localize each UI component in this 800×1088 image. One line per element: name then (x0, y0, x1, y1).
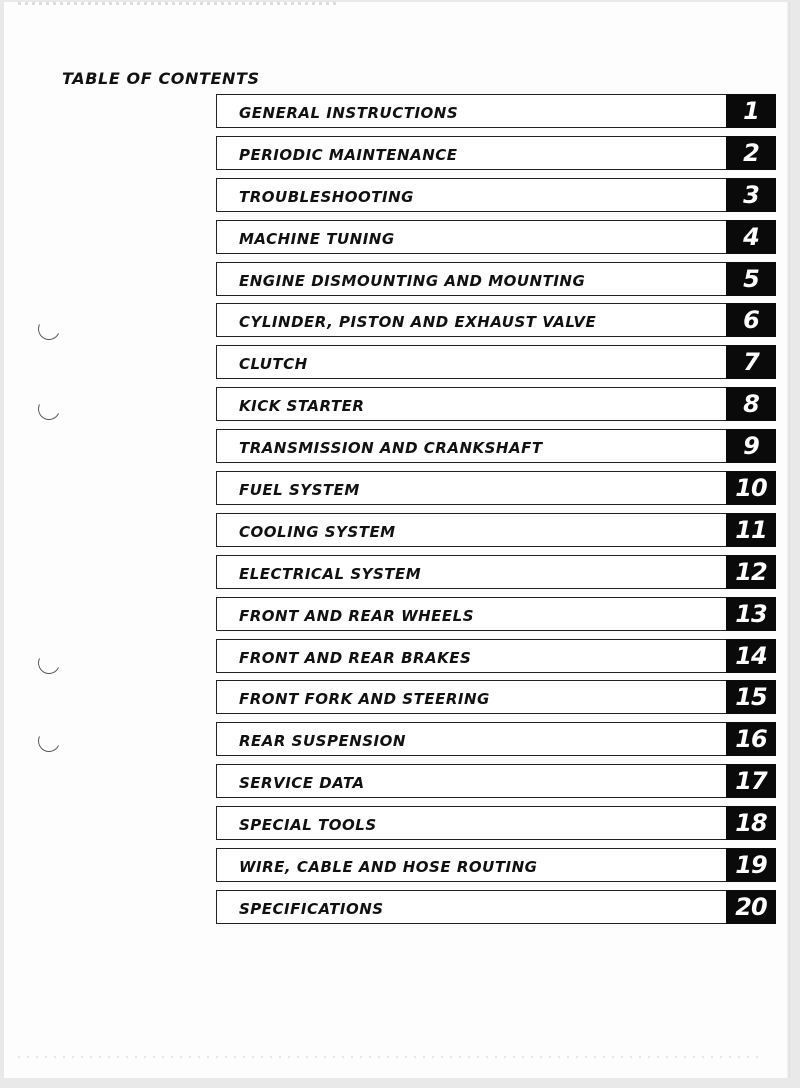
section-number-tab: 15 (726, 680, 776, 714)
binder-hole-icon (35, 315, 63, 343)
toc-entry-label: WIRE, CABLE AND HOSE ROUTING (239, 858, 538, 877)
toc-entry-label: MACHINE TUNING (239, 229, 395, 248)
toc-entry-label: FRONT FORK AND STEERING (239, 690, 490, 709)
section-number-tab: 13 (726, 597, 776, 631)
section-number-tab: 8 (726, 387, 776, 421)
toc-entry[interactable] (216, 220, 776, 254)
toc-entry[interactable] (216, 639, 776, 673)
section-number-tab: 4 (726, 220, 776, 254)
toc-entry[interactable] (216, 513, 776, 547)
section-number-tab: 20 (726, 890, 776, 924)
toc-entry-label: ELECTRICAL SYSTEM (239, 564, 422, 583)
section-number-tab: 5 (726, 262, 776, 296)
toc-entry-label: GENERAL INSTRUCTIONS (239, 104, 459, 122)
toc-entry-label: FUEL SYSTEM (239, 481, 360, 500)
toc-entry[interactable] (216, 597, 776, 631)
scan-edge-top (18, 2, 338, 5)
toc-entry-label: FRONT AND REAR BRAKES (239, 648, 472, 667)
section-number-tab: 19 (726, 848, 776, 882)
binder-hole-icon (35, 395, 63, 423)
toc-entry-label: TRANSMISSION AND CRANKSHAFT (239, 439, 543, 458)
section-number-tab: 10 (726, 471, 776, 505)
toc-entry[interactable] (216, 764, 776, 798)
toc-entry[interactable] (216, 848, 776, 882)
binder-hole-icon (35, 649, 63, 677)
toc-entry[interactable] (216, 303, 776, 337)
toc-entry-label: COOLING SYSTEM (239, 522, 396, 541)
section-number-tab: 7 (726, 345, 776, 379)
section-number-tab: 11 (726, 513, 776, 547)
toc-entry-label: ENGINE DISMOUNTING AND MOUNTING (239, 271, 586, 290)
scan-edge-bottom (18, 1056, 758, 1058)
toc-list (216, 94, 776, 932)
toc-entry[interactable] (216, 471, 776, 505)
toc-entry-label: CYLINDER, PISTON AND EXHAUST VALVE (239, 313, 597, 332)
toc-entry-label: REAR SUSPENSION (239, 732, 406, 751)
toc-entry[interactable] (216, 387, 776, 421)
document-page (4, 2, 790, 1078)
toc-entry-label: SERVICE DATA (239, 774, 365, 793)
toc-entry-label: SPECIAL TOOLS (239, 816, 377, 835)
binder-hole-icon (35, 727, 63, 755)
toc-entry[interactable] (216, 806, 776, 840)
toc-entry[interactable] (216, 94, 776, 128)
section-number-tab: 1 (726, 94, 776, 128)
toc-entry-label: CLUTCH (239, 355, 308, 374)
toc-entry[interactable] (216, 136, 776, 170)
toc-entry[interactable] (216, 555, 776, 589)
toc-entry[interactable] (216, 429, 776, 463)
toc-entry-label: FRONT AND REAR WHEELS (239, 606, 475, 625)
toc-entry[interactable] (216, 680, 776, 714)
toc-entry[interactable] (216, 890, 776, 924)
section-number-tab: 17 (726, 764, 776, 798)
section-number-tab: 18 (726, 806, 776, 840)
toc-entry[interactable] (216, 262, 776, 296)
section-number-tab: 14 (726, 639, 776, 673)
section-number-tab: 9 (726, 429, 776, 463)
page-title: TABLE OF CONTENTS (62, 69, 260, 88)
toc-entry-label: SPECIFICATIONS (239, 899, 384, 918)
section-number-tab: 16 (726, 722, 776, 756)
toc-entry-label: TROUBLESHOOTING (239, 187, 414, 206)
section-number-tab: 2 (726, 136, 776, 170)
toc-entry-label: KICK STARTER (239, 397, 365, 416)
toc-entry-label: PERIODIC MAINTENANCE (239, 145, 458, 164)
toc-entry[interactable] (216, 178, 776, 212)
toc-entry[interactable] (216, 345, 776, 379)
section-number-tab: 12 (726, 555, 776, 589)
section-number-tab: 6 (726, 303, 776, 337)
section-number-tab: 3 (726, 178, 776, 212)
scan-edge-right (787, 2, 790, 1078)
toc-entry[interactable] (216, 722, 776, 756)
